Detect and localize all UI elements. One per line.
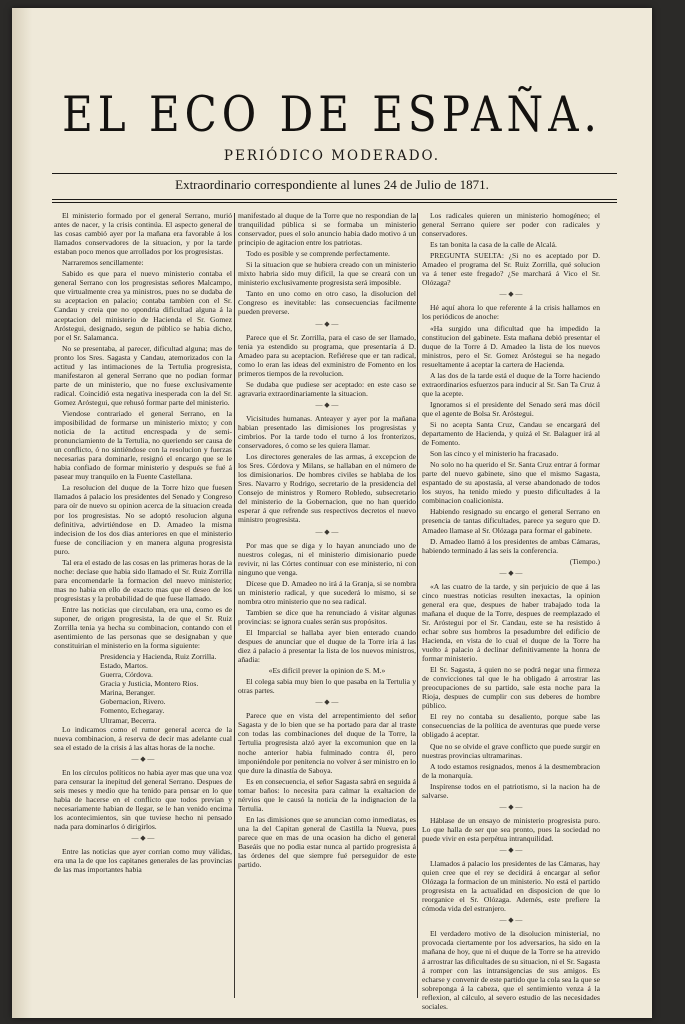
paragraph: PREGUNTA SUELTA: ¿Si no es aceptado por D. Amadeo el programa del Sr. Ruiz Zorrilla, qué solucion va á tener este fregado? ¿Se marchará á Vico el Sr. Olózaga? — [422, 251, 600, 288]
paragraph: «A las cuatro de la tarde, y sin perjuicio de que á las cinco nuestras noticias resulten inexactas, la opinion general era que, despues de haber trabajado toda la mañana el duque de la Torre, despues de reemplazado el Sr. Aróstegui por el Sr. Candau, este se ha resistido á echar sobre sus hombros la pesadumbre del edificio de Hacienda, en vista de lo cual el duque de la Torre ha vuelto á palacio á declinar definitivamente la honra de formar ministerio. — [422, 581, 600, 664]
article-column-3 — [422, 211, 600, 1011]
section-separator: — ◆ — — [315, 527, 339, 536]
masthead-rule-bottom-double — [52, 202, 617, 203]
paragraph: En las dimisiones que se anuncian como inmediatas, es una la del Capitan general de Castilla la Nueva, pues parece que en mas de una ocasion ha dicho el general Baseáis que no podia estar nunca al partido progresista á las órdenes del que siempre fué perseguidor de este partido. — [238, 814, 416, 870]
paragraph: Sabido es que para el nuevo ministerio contaba el general Serrano con los progresistas señores Malcampo, que virtualmente crea ya ministros, pues no se dudaba de su aceptacion en palacio; contaba tambien con el Sr. Candau y creia que no opondria dificultad alguna á la aceptacion del ministerio de Hacienda el Sr. Gomez Aróstegui, designado, segun de público se habia dicho, por el Sr. Salamanca. — [54, 269, 232, 342]
ministry-list-item: Fomento, Echegaray. — [100, 706, 165, 716]
paragraph: Es en consecuencia, el señor Sagasta sabrá en seguida á tomar baños: lo necesita para calmar la exaltacion de nérvios que le causó la noticia de la indignacion de la Tertulia. — [238, 776, 416, 813]
section-separator: — ◆ — — [499, 568, 523, 577]
paragraph: Tanto en uno como en otro caso, la disolucion del Congreso es inevitable: las consecuencias facilmente pueden preverse. — [238, 289, 416, 317]
column-divider — [417, 213, 418, 998]
article-column-2 — [238, 211, 416, 1001]
paragraph: Dícese que D. Amadeo no irá á la Granja, si se nombra un ministerio radical, y que sucederá lo mismo, si se nombra otro ministerio que no sea radical. — [238, 578, 416, 606]
paragraph: Vicisitudes humanas. Anteayer y ayer por la mañana habian presentado las dimisiones los progresistas y cimbrios. Por la tarde todo el turno á los fronterizos, conservadores, ó como se les quiera llamar. — [238, 413, 416, 451]
paragraph: El rey no contaba su desaliento, porque sabe las consecuencias de la política de aventuras que puede verse obligado á aceptar. — [422, 712, 600, 740]
paragraph: Llamados á palacio los presidentes de las Cámaras, hay quien cree que el rey se decidirá á encargar al señor Olózaga la formacion de un ministerio. No está el partido progresista en la actualidad en disposicion de que lo reorganice el Sr. Olózaga. Ademés, este prefiere la cómoda vida del estranjero. — [422, 859, 600, 914]
section-separator: — ◆ — — [315, 400, 339, 409]
paragraph: Viendose contrariado el general Serrano, en la imposibilidad de formarse un ministerio mixto; y con noticia de la actitud encrespada y de semi-pronunciamiento de la Tertulia, no queriendo ser causa de un conflicto, ó no sintiéndose con la resolucion y fuerzas necesarias para dominarle, resignó el encargo que se le habia confiado de formar ministerio y después se fué á pasear muy tranquilo en la Fuente Castellana. — [54, 408, 232, 482]
paragraph: A las dos de la tarde está el duque de la Torre haciendo extraordinarios esfuerzos para inducir al Sr. San Ta Cruz á que la acepte. — [422, 370, 600, 398]
paragraph: Inspírense todos en el patriotismo, si la nacion ha de salvarse. — [422, 781, 600, 800]
paragraph: Lo indicamos como el rumor general acerca de la nueva combinacion, á reserva de decir mas adelante cual sea el estado de la crisis á las altas horas de la noche. — [54, 724, 232, 752]
paragraph: Habiendo resignado su encargo el general Serrano en presencia de tantas dificultades, parece ya seguro que D. Amadeo llamase al Sr. Olózaga para formar el gabinete. — [422, 507, 600, 535]
paragraph: Parece que en vista del arrepentimiento del señor Sagasta y de lo bien que se ha portado para dar al traste con todas las combinaciones del duque de la Torre, la Tertulia progresista alzó ayer la excomunion que en la noche anterior habia fulminado contra él, pero imponiéndole por penitencia no volver á ser ministro en lo que dure la dinastía de Saboya. — [238, 711, 416, 775]
masthead-rule-top — [52, 173, 617, 174]
ministry-list-item: Estado, Martos. — [100, 661, 148, 671]
section-separator: — ◆ — — [315, 319, 339, 328]
ministry-list-item: Marina, Beranger. — [100, 688, 156, 698]
paragraph: En los círculos políticos no habia ayer mas que una voz para censurar la inepitud del general Serrano. Despues de seis meses y medio que ha tenido para pensar en lo que habia de hacerse en el conflicto que todos previan y necesariamente habian de llegar, se le han venido encima los acontecimientos, sin que tuviese hecho ni pensado nada para dominarlos ó dirigirlos. — [54, 767, 232, 832]
paragraph: Parece que el Sr. Zorrilla, para el caso de ser llamado, tenia ya estendido su programa, que presentaría á D. Amadeo para su aceptacion. Refiérese que er tan radical, como lo eran las ideas del exministro de Fomento en los primeros tiempos de la revolucion. — [238, 332, 416, 378]
paragraph: Si la situacion que se hubiera creado con un ministerio mixto habria sido muy difícil, la que se creará con un ministerio exclusivamente progresista será imposible. — [238, 260, 416, 288]
section-separator: — ◆ — — [131, 754, 155, 763]
section-separator: — ◆ — — [499, 290, 523, 299]
paragraph: Hé aquí ahora lo que referente á la crisis hallamos en los periódicos de anoche: — [422, 303, 600, 322]
paragraph: Si no acepta Santa Cruz, Candau se encargará del departamento de Hacienda, y quizá el Sr. Balaguer irá al de Fomento. — [422, 419, 600, 448]
paragraph: El Sr. Sagasta, á quien no se podrá negar una firmeza de convicciones tal que le ha obligado á arrostrar las preocupaciones de su partido, sale esta noche para la Rioja, despues de cumplir con sus deberes de hombre público. — [422, 665, 600, 711]
paragraph: Es tan bonita la casa de la calle de Alcalá. — [430, 240, 557, 250]
masthead-rule-bottom — [52, 199, 617, 200]
quote: «Es difícil prever la opinion de S. M.» — [268, 666, 386, 676]
section-separator: — ◆ — — [499, 916, 523, 925]
column-divider — [234, 213, 235, 998]
masthead-title: EL ECO DE ESPAÑA. — [62, 86, 602, 143]
paragraph: No solo no ha querido el Sr. Santa Cruz entrar á formar parte del nuevo gabinete, sino que el mismo Sagasta, espantado de su apostasía, al verse abandonado de todos los suyos, ha tenido miedo y puesto dificultades á la combinacion coalicionista. — [422, 460, 600, 506]
paragraph: Son las cinco y el ministerio ha fracasado. — [430, 449, 559, 459]
paragraph: Los directores generales de las armas, á excepcion de los Sres. Córdova y Milans, se hallaban en el número de los dimisionarios. De hombres civiles se hablaba de los Sres. Navarro y Rodrigo, secretario de la presidencia del Consejo de ministros y Romero Robledo, subsecretario del ministerio de la Gobernacion, que no han querido esperar á que refrende sus respectivos decretos el nuevo ministro progresista. — [238, 452, 416, 525]
paragraph: La resolucion del duque de la Torre hizo que fuesen llamados á palacio los presidentes del Senado y Congreso para oír de nuevo su opinion acerca de la situacion creada por los progresistas. No se adoptó resolucion alguna definitiva, advirtiéndose en D. Amadeo la misma indecision de los dos dias anteriores en que el ministerio fuese de conciliacion y en manera alguna progresista puro. — [54, 483, 232, 556]
paragraph: Tambien se dice que ha renunciado á visitar algunas provincias: se ignora cuales serán sus propósitos. — [238, 607, 416, 626]
section-separator: — ◆ — — [499, 802, 523, 811]
newspaper-page — [12, 8, 652, 1018]
paragraph: Que no se olvide el grave conflicto que puede surgir en nuestras provincias ultramarinas. — [422, 741, 600, 760]
paragraph: El verdadero motivo de la disolucion ministerial, no provocada ciertamente por los adversarios, ha sido en la mañana de hoy, que ni el duque de la Torre se ha atrevido á arrostrar las dificultades de su situacion, ni el Sr. Sagasta á romper con las intransigencias de sus amigos. Es echarse y convenir de este partido que la cola sea la que se sobreponga á la cabeza, que el sentimiento venza á la reflexion, al cálculo, al severo estudio de las necesidades sociales. — [422, 929, 600, 1011]
section-separator: — ◆ — — [315, 698, 339, 707]
paragraph: Narraremos sencillamente: — [62, 258, 144, 268]
paragraph: A todo estamos resignados, menos á la desmembracion de la monarquía. — [422, 761, 600, 780]
paragraph: Todo es posible y se comprende perfectamente. — [246, 249, 390, 259]
paragraph: Entre las noticias que ayer corrian como muy válidas, era una la de que los capitanes generales de las provincias de las mas importantes habia — [54, 847, 232, 875]
paragraph: Entre las noticias que circulaban, era una, como es de suponer, de origen progresista, la de que el Sr. Ruiz Zorrilla tenia ya hecha su combinacion, contando con el asentimiento de las personas que se designaban y que constituirian el ministerio en la forma siguiente: — [54, 604, 232, 651]
paragraph: Los radicales quieren un ministerio homogéneo; el general Serrano quiere ser poder con radicales y conservadores. — [422, 211, 600, 239]
paragraph: D. Amadeo llamó á los presidentes de ambas Cámaras, habiendo terminado á las seis la conferencia. — [422, 536, 600, 555]
paragraph: Háblase de un ensayo de ministerio progresista puro. Lo que halla de ser que sea pronto, pues la sociedad no puede vivir en esta perpétua intranquilidad. — [422, 815, 600, 843]
section-separator: — ◆ — — [131, 834, 155, 843]
paragraph: El ministerio formado por el general Serrano, murió antes de nacer, y la crisis continúa. El aspecto general de las cosas cambió ayer por la mañana era favorable á los llamados conservadores de la situacion, y por la tarde estaban poco menos que arrollados por los progresistas. — [54, 211, 232, 257]
paragraph: Ignoramos si el presidente del Senado será mas dócil que el agente de Bolsa Sr. Aróstegui. — [422, 399, 600, 418]
ministry-list-item: Ultramar, Becerra. — [100, 715, 157, 725]
section-separator: — ◆ — — [499, 846, 523, 854]
source-attribution: (Tiempo.) — [569, 556, 600, 566]
paragraph: «Ha surgido una dificultad que ha impedido la constitucion del gabinete. Esta mañana debió presentar el duque de la Torre á D. Amadeo la lista de los nuevos ministros, pero el Sr. Gomez Aróstegui se ha negado resueltamente á aceptar la cartera de Hacienda. — [422, 323, 600, 369]
paragraph: manifestado al duque de la Torre que no respondian de la tranquilidad pública si se formaba un ministerio conservador, pues el solo anuncio habia dado motivo á un principio de agitacion entre los patriotas. — [238, 211, 416, 248]
paragraph: El Imparcial se hallaba ayer bien enterado cuando despues de anunciar que el duque de la Torre iría á las diez á palacio á presentar la lista de los nuevos ministros, añadia: — [238, 627, 416, 665]
paragraph: El colega sabia muy bien lo que pasaba en la Tertulia y otras partes. — [238, 677, 416, 696]
ministry-list-item: Presidencia y Hacienda, Ruiz Zorrilla. — [100, 652, 217, 662]
paragraph: No se presentaba, al parecer, dificultad alguna; mas de pronto los Sres. Sagasta y Candau, atemorizados con la actitud y las intimaciones de la Tertulia progresista, manifestaron al general Serrano que no podian formar parte de un ministerio, que no fuese exclusivamente radical. Coincidió esta negativa inesperada con la del Sr. Gomez Aróstegui, que rehusó formar parte del ministerio. — [54, 343, 232, 407]
paragraph: Por mas que se diga y lo hayan anunciado uno de nuestros colegas, ni el ministerio dimisionario puede revivir, ni las Córtes continuar con ese ministerio, ni con ninguno que venga. — [238, 540, 416, 577]
paragraph: Tal era el estado de las cosas en las primeras horas de la noche: decíase que habia sido llamado el Sr. Ruiz Zorrilla para encomendarle la formacion del nuevo ministerio; mas no habia en ello de exacto mas que el deseo de los progresistas y la probabilidad de que fuese llamado. — [54, 557, 232, 603]
masthead-subtitle: PERIÓDICO MODERADO. — [223, 148, 441, 164]
ministry-list-item: Gobernacion, Rivero. — [100, 697, 166, 707]
ministry-list-item: Gracia y Justicia, Montero Rios. — [100, 679, 199, 689]
paragraph: Se dudaba que pudiese ser aceptado: en este caso se agravaria extraordinariamente la situacion. — [238, 379, 416, 398]
ministry-list-item: Guerra, Córdova. — [100, 670, 153, 680]
article-column-1 — [54, 211, 232, 1001]
edition-line: Extraordinario correspondiente al lunes 24 de Julio de 1871. — [175, 177, 489, 192]
